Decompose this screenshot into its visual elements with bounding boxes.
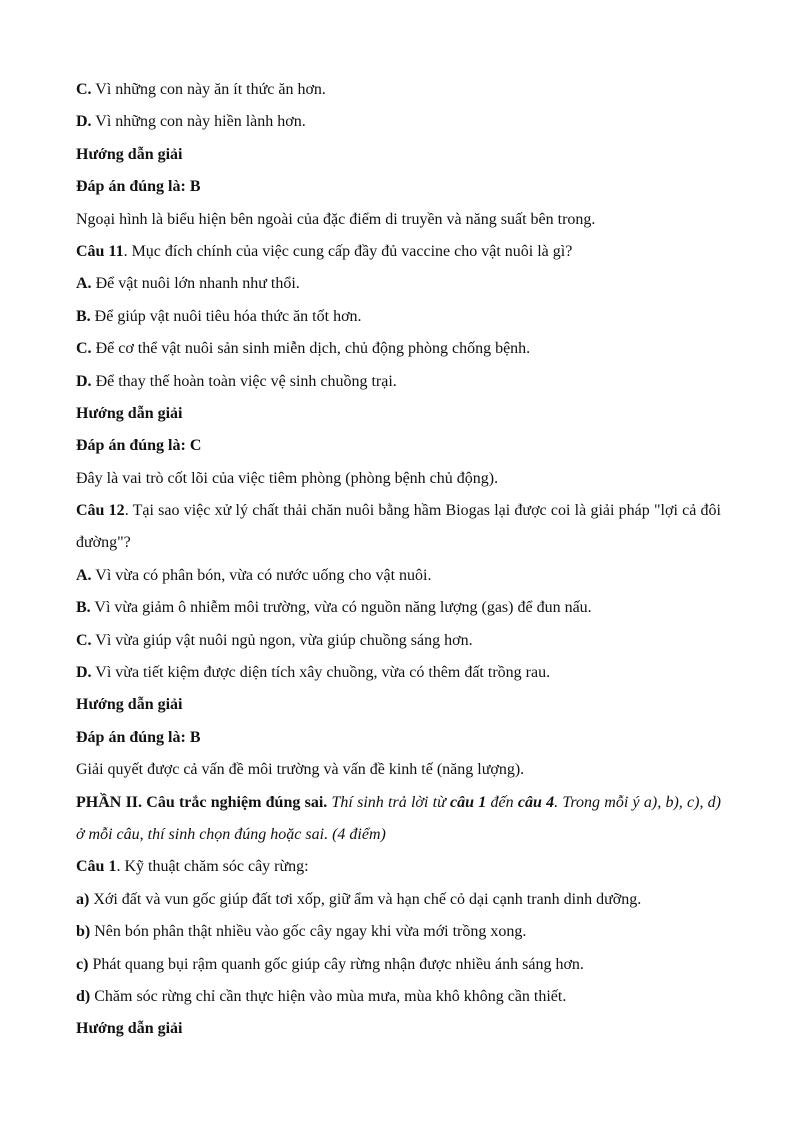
q12-answer: Đáp án đúng là: B [76, 728, 201, 746]
q11-option-d [76, 366, 721, 398]
q10-option-d [76, 106, 721, 138]
q10-explanation: Ngoại hình là biểu hiện bên ngoài của đặc điểm di truyền và năng suất bên trong. [76, 210, 596, 228]
option-text: Để giúp vật nuôi tiêu hóa thức ăn tốt hơn. [90, 307, 362, 325]
option-label: D. [76, 113, 92, 131]
option-label: A. [76, 275, 92, 293]
p2q1-question [76, 851, 721, 883]
q11-option-a [76, 268, 721, 300]
option-text: Để cơ thể vật nuôi sản sinh miễn dịch, chủ động phòng chống bệnh. [91, 340, 531, 358]
item-label: d) [76, 988, 91, 1005]
question-text: . Mục đích chính của việc cung cấp đầy đủ vaccine cho vật nuôi là gì? [123, 242, 573, 260]
item-text: Nên bón phân thật nhiều vào gốc cây ngay khi vừa mới trồng xong. [90, 923, 527, 941]
q10-answer: Đáp án đúng là: B [76, 178, 201, 196]
item-text: Chăm sóc rừng chỉ cần thực hiện vào mùa mưa, mùa khô không cần thiết. [90, 988, 567, 1005]
option-label: A. [76, 566, 92, 584]
option-text: Vì vừa tiết kiệm được diện tích xây chuồng, vừa có thêm đất trồng rau. [91, 664, 551, 682]
q11-option-b [76, 301, 721, 333]
part2-heading: PHẦN II. Câu trắc nghiệm đúng sai. Thí sinh trả lời từ câu 1 đến câu 4. Trong mỗi ý a), b), c), d) ở mỗi câu, thí sinh chọn đúng hoặc sai. (4 điểm) [76, 793, 722, 844]
q12-question [76, 495, 721, 560]
item-label: b) [76, 923, 91, 941]
option-text: Để vật nuôi lớn nhanh như thổi. [91, 275, 300, 293]
q10-guide-heading: Hướng dẫn giải [76, 145, 183, 163]
item-text: Phát quang bụi rậm quanh gốc giúp cây rừng nhận được nhiều ánh sáng hơn. [88, 955, 584, 973]
option-label: D. [76, 372, 92, 390]
q12-option-c [76, 625, 721, 657]
item-text: Xới đất và vun gốc giúp đất tơi xốp, giữ ẩm và hạn chế cỏ dại cạnh tranh dinh dưỡng. [89, 890, 642, 908]
p2q1-item-d [76, 981, 721, 1013]
question-text: . Tại sao việc xử lý chất thải chăn nuôi bằng hầm Biogas lại được coi là giải pháp "lợi cả đôi đường"? [76, 502, 722, 552]
q11-answer: Đáp án đúng là: C [76, 437, 202, 455]
part2-title: PHẦN II. Câu trắc nghiệm đúng sai. [76, 793, 328, 811]
option-label: C. [76, 340, 92, 358]
option-label: B. [76, 307, 91, 325]
item-label: a) [76, 890, 90, 908]
question-label: Câu 12 [76, 502, 125, 520]
q12-option-d [76, 657, 721, 689]
option-text: Vì những con này ăn ít thức ăn hơn. [91, 81, 326, 98]
option-text: Vì những con này hiền lành hơn. [91, 113, 306, 131]
p2q1-item-b [76, 916, 721, 948]
q11-option-c [76, 333, 721, 365]
option-label: D. [76, 664, 92, 682]
q12-option-b [76, 592, 721, 624]
question-label: Câu 11 [76, 242, 124, 260]
option-label: B. [76, 599, 91, 617]
option-label: C. [76, 81, 92, 98]
q11-guide-heading: Hướng dẫn giải [76, 404, 183, 422]
option-text: Vì vừa có phân bón, vừa có nước uống cho vật nuôi. [91, 566, 432, 584]
q12-option-a [76, 560, 721, 592]
option-text: Vì vừa giúp vật nuôi ngủ ngon, vừa giúp chuồng sáng hơn. [91, 631, 473, 649]
q12-explanation: Giải quyết được cả vấn đề môi trường và vấn đề kinh tế (năng lượng). [76, 761, 525, 779]
p2q1-guide-heading: Hướng dẫn giải [76, 1020, 183, 1038]
question-text: . Kỹ thuật chăm sóc cây rừng: [116, 858, 309, 876]
item-label: c) [76, 955, 89, 973]
option-text: Để thay thế hoàn toàn việc vệ sinh chuồng trại. [91, 372, 397, 390]
q10-option-c [76, 74, 721, 106]
q11-question [76, 236, 721, 268]
option-label: C. [76, 631, 92, 649]
q12-guide-heading: Hướng dẫn giải [76, 696, 183, 714]
q11-explanation: Đây là vai trò cốt lõi của việc tiêm phòng (phòng bệnh chủ động). [76, 469, 499, 487]
question-label: Câu 1 [76, 858, 117, 876]
option-text: Vì vừa giảm ô nhiễm môi trường, vừa có nguồn năng lượng (gas) để đun nấu. [90, 599, 592, 617]
p2q1-item-c [76, 949, 721, 981]
document-page [76, 74, 721, 1046]
p2q1-item-a [76, 884, 721, 916]
